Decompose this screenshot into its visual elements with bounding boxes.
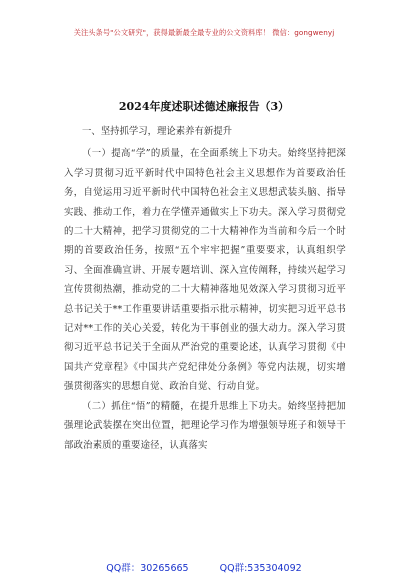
paragraph-1: （一）提高“学”的质量，在全面系统上下功夫。始终坚持把深入学习贯彻习近平新时代中国特色社会主义思想作为首要政治任务，自觉运用习近平新时代中国特色社会主义思想武装头脑、指导实践、推动工作，着力在学懂弄通做实上下功夫。深入学习贯彻党的二十大精神，把学习贯彻党的二十大精神作为当前和今后一个时期的首要政治任务，按照“五个牢牢把握”重要要求，认真组织学习、全面准确宣讲、开展专题培训、深入宣传阐释，持续兴起学习宣传贯彻热潮，推动党的二十大精神落地见效深入学习贯彻习近平总书记关于**工作重要讲话重要指示批示精神，切实把习近平总书记对**工作的关心关爱，转化为干事创业的强大动力。深入学习贯彻习近平总书记关于全面从严治党的重要论述，认真学习贯彻《中国共产党章程》《中国共产党纪律处分条例》等党内法规，切实增强贯彻落实的思想自觉、政治自觉、行动自觉。 <box>64 148 346 393</box>
qq-group-1: QQ群：30265665 <box>106 563 189 574</box>
document-title: 2024年度述职述德述廉报告（3） <box>118 100 290 113</box>
paragraph-2: （二）抓住“悟”的精髓，在提升思维上下功夫。始终坚持把加强理论武装摆在突出位置，把理论学习作为增强领导班子和领导干部政治素质的重要途径，认真落实 <box>64 400 346 451</box>
footer-contact <box>0 560 408 574</box>
document-body <box>64 122 346 455</box>
section-heading: 一、坚持抓学习，理论素养有新提升 <box>82 126 233 137</box>
header-banner: 关注头条号"公文研究"，获得最新最全最专业的公文资料库！ 微信：gongwenyj <box>73 28 335 37</box>
qq-group-2: QQ群:535304092 <box>219 563 302 574</box>
